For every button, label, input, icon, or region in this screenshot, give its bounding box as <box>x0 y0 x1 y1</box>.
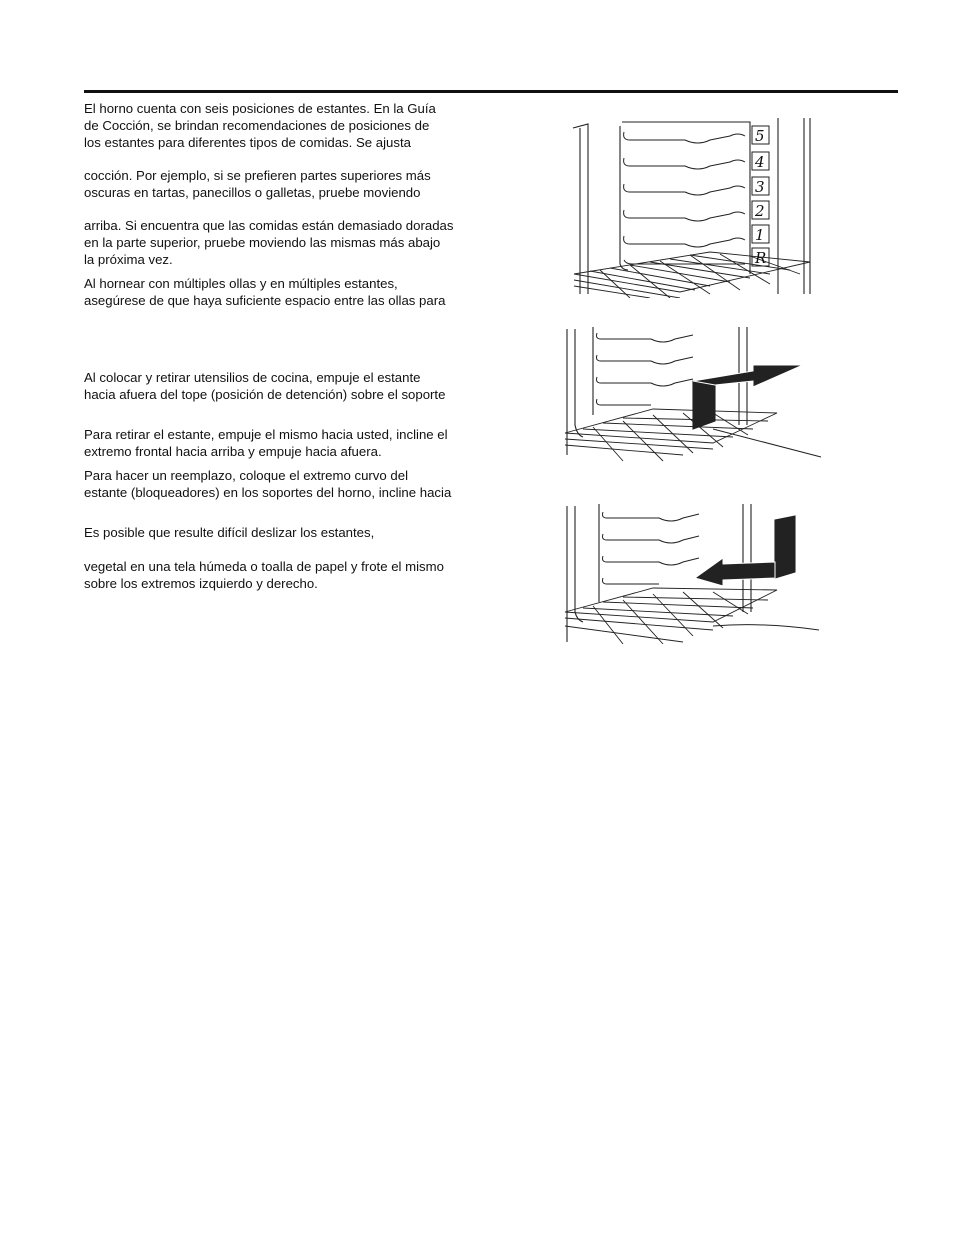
rack-label-r: R <box>755 249 767 267</box>
text-line: la próxima vez. <box>84 252 173 267</box>
text-line: El horno cuenta con seis posiciones de estantes. En la Guía <box>84 101 436 116</box>
text-line: extremo frontal hacia arriba y empuje hacia afuera. <box>84 444 382 459</box>
text-line: Al colocar y retirar utensilios de cocina, empuje el estante <box>84 370 421 385</box>
text-line: Es posible que resulte difícil deslizar los estantes, <box>84 525 375 540</box>
text-line: Al hornear con múltiples ollas y en múltiples estantes, <box>84 276 398 291</box>
text-line: arriba. Si encuentra que las comidas están demasiado doradas <box>84 218 454 233</box>
text-line: estante (bloqueadores) en los soportes del horno, incline hacia <box>84 485 452 500</box>
text-line: vegetal en una tela húmeda o toalla de papel y frote el mismo <box>84 559 444 574</box>
oven-rack-replacement-icon <box>563 502 823 647</box>
text-line: hacia afuera del tope (posición de detención) sobre el soporte <box>84 387 446 402</box>
oven-rack-positions-icon <box>570 114 815 298</box>
text-line: oscuras en tartas, panecillos o galletas, pruebe moviendo <box>84 185 421 200</box>
rack-label-5: 5 <box>755 127 765 145</box>
text-line: Para retirar el estante, empuje el mismo hacia usted, incline el <box>84 427 448 442</box>
oven-rack-removal-icon <box>563 325 823 465</box>
text-line: sobre los extremos izquierdo y derecho. <box>84 576 318 591</box>
header-rule <box>84 90 898 93</box>
rack-label-2: 2 <box>755 202 765 220</box>
rack-label-3: 3 <box>755 178 765 196</box>
text-line: de Cocción, se brindan recomendaciones de posiciones de <box>84 118 430 133</box>
text-line: cocción. Por ejemplo, si se prefieren partes superiores más <box>84 168 431 183</box>
text-line: en la parte superior, pruebe moviendo las mismas más abajo <box>84 235 441 250</box>
text-line: Para hacer un reemplazo, coloque el extremo curvo del <box>84 468 409 483</box>
rack-label-1: 1 <box>755 226 765 244</box>
rack-label-4: 4 <box>755 153 765 171</box>
text-line: los estantes para diferentes tipos de comidas. Se ajusta <box>84 135 411 150</box>
text-line: asegúrese de que haya suficiente espacio entre las ollas para <box>84 293 446 308</box>
